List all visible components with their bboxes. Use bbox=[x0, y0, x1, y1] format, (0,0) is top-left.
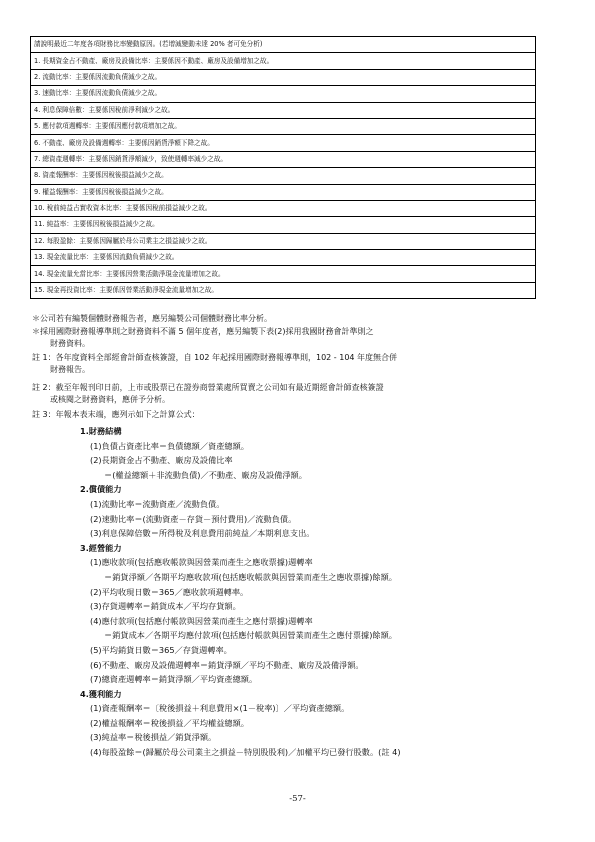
table-row bbox=[31, 151, 536, 167]
table-cell: 15. 現金再投資比率：主要係因營業活動淨現金流量增加之故。 bbox=[31, 282, 536, 298]
ifrs-data-note bbox=[32, 326, 552, 350]
note-line: 財務資料。 bbox=[50, 339, 90, 348]
formula-item: (6)不動產、廠房及設備週轉率＝銷貨淨額／平均不動產、廠房及設備淨額。 bbox=[90, 659, 364, 670]
footnote-2 bbox=[32, 382, 552, 406]
section-solvency: 2.償債能力 bbox=[80, 484, 122, 495]
table-cell: 1. 長期資金占不動產、廠房及設備比率：主要係因不動產、廠房及設備增加之故。 bbox=[31, 53, 536, 69]
formula-item: (1)負債占資產比率＝負債總額／資產總額。 bbox=[90, 440, 249, 451]
table-header-row bbox=[31, 37, 536, 53]
table-row bbox=[31, 118, 536, 134]
individual-report-note bbox=[32, 313, 552, 325]
note-line: 註 3：年報本表末端，應列示如下之計算公式： bbox=[32, 410, 200, 419]
table-cell: 3. 速動比率：主要係因流動負債減少之故。 bbox=[31, 86, 536, 102]
note-line: 註 2：截至年報刊印日前，上市或股票已在證券商營業處所買賣之公司如有最近期經會計師查核簽證 bbox=[32, 383, 384, 392]
table-cell: 5. 應付款項週轉率：主要係因應付款項增加之故。 bbox=[31, 118, 536, 134]
formula-expression: ＝銷貨成本／各期平均應付款項(包括應付帳款與因營業而產生之應付票據)餘額。 bbox=[104, 630, 397, 641]
formula-item: (3)純益率＝稅後損益／銷貨淨額。 bbox=[90, 732, 217, 743]
page-number: -57- bbox=[289, 794, 306, 804]
table-cell: 10. 稅前純益占實收資本比率：主要係因稅前損益減少之故。 bbox=[31, 200, 536, 216]
table-row bbox=[31, 233, 536, 249]
footnote-1 bbox=[32, 352, 552, 376]
table-cell: 14. 現金流量允當比率：主要係因營業活動淨現金流量增加之故。 bbox=[31, 266, 536, 282]
table-row bbox=[31, 135, 536, 151]
formula-item: (5)平均銷貨日數＝365／存貨週轉率。 bbox=[90, 644, 232, 655]
table-cell: 2. 流動比率：主要係因流動負債減少之故。 bbox=[31, 69, 536, 85]
table-row bbox=[31, 217, 536, 233]
note-line: 註 1：各年度資料全部經會計師查核簽證，自 102 年起採用國際財務報導準則，102 - 104 年度無合併 bbox=[32, 353, 398, 362]
note-line: 或核閱之財務資料，應併予分析。 bbox=[50, 395, 170, 404]
formula-item: (2)權益報酬率＝稅後損益／平均權益總額。 bbox=[90, 717, 249, 728]
formula-item: (4)每股盈餘＝(歸屬於母公司業主之損益－特別股股利)／加權平均已發行股數。(註 4) bbox=[90, 747, 401, 758]
formula-item: (1)資產報酬率＝〔稅後損益＋利息費用×(1－稅率)〕／平均資產總額。 bbox=[90, 703, 350, 714]
ratio-change-reason-table bbox=[30, 36, 536, 299]
table-cell: 8. 資產報酬率：主要係因稅後損益減少之故。 bbox=[31, 168, 536, 184]
table-row bbox=[31, 69, 536, 85]
table-row bbox=[31, 266, 536, 282]
note-line: ＊公司若有編製個體財務報告者，應另編製公司個體財務比率分析。 bbox=[32, 314, 272, 323]
section-financial-structure: 1.財務結構 bbox=[80, 426, 122, 436]
table-row bbox=[31, 168, 536, 184]
table-cell: 11. 純益率：主要係因稅後損益減少之故。 bbox=[31, 217, 536, 233]
table-row bbox=[31, 184, 536, 200]
formula-item: (3)存貨週轉率＝銷貨成本／平均存貨額。 bbox=[90, 601, 241, 612]
section-operating-ability: 3.經營能力 bbox=[80, 542, 122, 553]
formula-item: (4)應付款項(包括應付帳款與因營業而產生之應付票據)週轉率 bbox=[90, 615, 313, 626]
formula-item: (7)總資產週轉率＝銷貨淨額／平均資產總額。 bbox=[90, 674, 258, 685]
table-row bbox=[31, 53, 536, 69]
table-row bbox=[31, 86, 536, 102]
formula-item: (2)長期資金占不動產、廠房及設備比率 bbox=[90, 455, 233, 466]
table-row bbox=[31, 102, 536, 118]
formula-item: (2)平均收現日數＝365／應收款項週轉率。 bbox=[90, 586, 249, 597]
formula-item: (3)利息保障倍數＝所得稅及利息費用前純益／本期利息支出。 bbox=[90, 528, 315, 539]
table-row bbox=[31, 282, 536, 298]
formula-item: (1)流動比率＝流動資產／流動負債。 bbox=[90, 498, 225, 509]
formula-expression: ＝(權益總額＋非流動負債)／不動產、廠房及設備淨額。 bbox=[104, 469, 307, 480]
formula-item: (1)應收款項(包括應收帳款與因營業而產生之應收票據)週轉率 bbox=[90, 557, 313, 568]
formula-expression: ＝銷貨淨額／各期平均應收款項(包括應收帳款與因營業而產生之應收票據)餘額。 bbox=[104, 571, 397, 582]
table-row bbox=[31, 200, 536, 216]
table-row bbox=[31, 250, 536, 266]
section-profitability: 4.獲利能力 bbox=[80, 688, 122, 699]
footnote-3 bbox=[32, 409, 552, 421]
table-cell: 4. 利息保障倍數：主要係因稅前淨利減少之故。 bbox=[31, 102, 536, 118]
formula-list bbox=[80, 424, 550, 760]
table-cell: 7. 總資產週轉率：主要係因銷貨淨額減少，致使週轉率減少之故。 bbox=[31, 151, 536, 167]
table-cell: 12. 每股盈餘：主要係因歸屬於母公司業主之損益減少之故。 bbox=[31, 233, 536, 249]
note-line: 財務報告。 bbox=[50, 365, 90, 374]
table-cell: 13. 現金流量比率：主要係因流動負債減少之故。 bbox=[31, 250, 536, 266]
table-cell: 請說明最近二年度各項財務比率變動原因。(若增減變動未達 20% 者可免分析) bbox=[31, 37, 536, 53]
table-cell: 6. 不動產、廠房及設備週轉率：主要係因銷貨淨額下降之故。 bbox=[31, 135, 536, 151]
note-line: ＊採用國際財務報導準則之財務資料不滿 5 個年度者，應另編製下表(2)採用我國財務會計準則之 bbox=[32, 327, 374, 336]
table-cell: 9. 權益報酬率：主要係因稅後損益減少之故。 bbox=[31, 184, 536, 200]
formula-item: (2)速動比率＝(流動資產－存貨－預付費用)／流動負債。 bbox=[90, 513, 297, 524]
